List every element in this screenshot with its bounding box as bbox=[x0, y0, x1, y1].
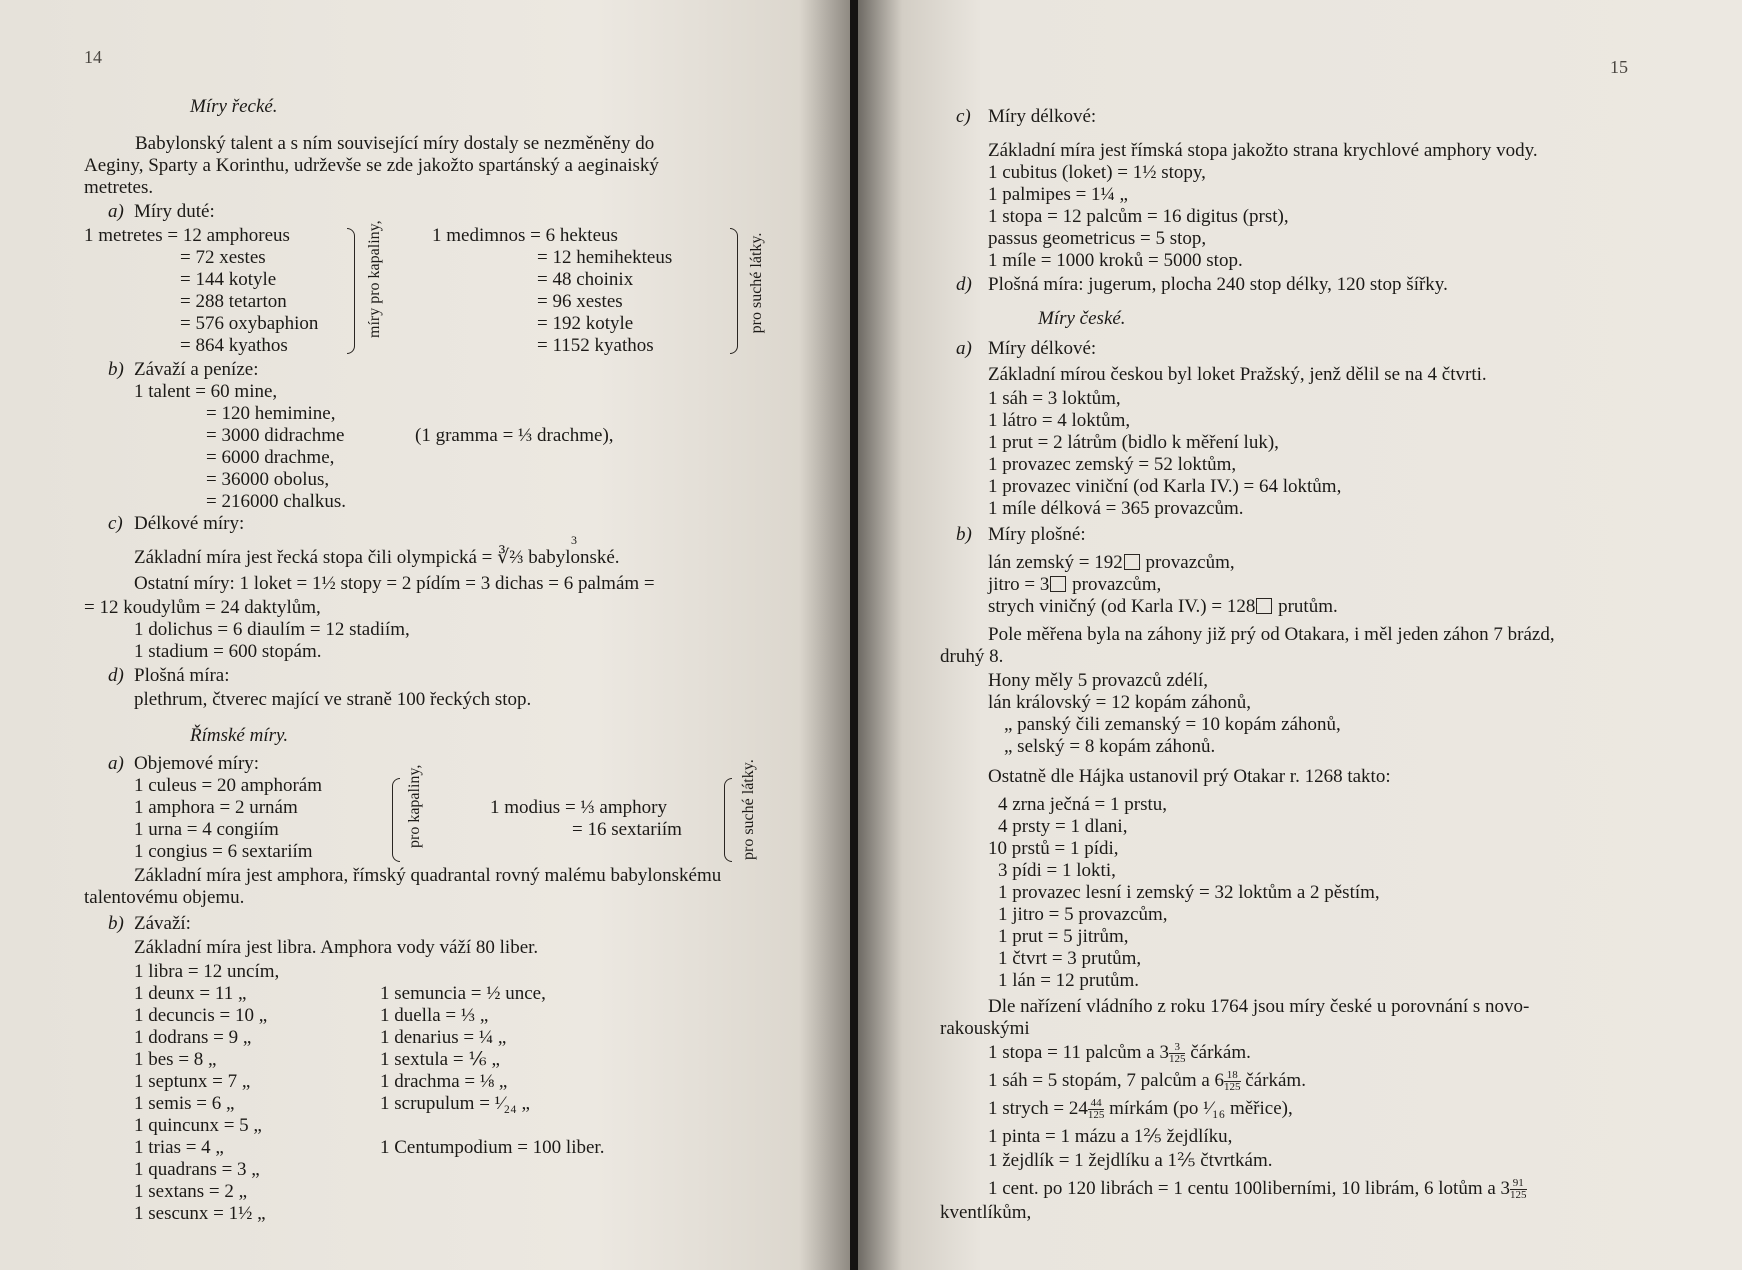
section-heading-greek: Míry řecké. bbox=[190, 96, 278, 117]
subsection-label: Plošná míra: bbox=[134, 665, 230, 686]
section-heading-roman: Římské míry. bbox=[190, 725, 289, 746]
measure-row: 1 dodrans = 9 „ bbox=[134, 1027, 252, 1048]
measure-row: = 192 kotyle bbox=[537, 313, 634, 334]
measure-row: 1 libra = 12 uncím, bbox=[134, 961, 280, 982]
subsection-label: Míry délkové: bbox=[988, 338, 1097, 359]
square-symbol bbox=[1124, 554, 1140, 570]
paragraph-line: Základní mírou českou byl loket Pražský, jenž dělil se na 4 čtvrti. bbox=[988, 364, 1487, 385]
measure-row: = 3000 didrachme bbox=[206, 425, 345, 446]
measure-row: 1 stopa = 12 palcům = 16 digitus (prst), bbox=[988, 206, 1289, 227]
subsection-label: Míry plošné: bbox=[988, 524, 1086, 545]
vertical-label: pro suché látky. bbox=[740, 759, 757, 860]
paragraph-line: metretes. bbox=[84, 177, 154, 198]
brace bbox=[392, 778, 400, 862]
measure-row: 1 látro = 4 loktům, bbox=[988, 410, 1131, 431]
measure-row: 1 čtvrt = 3 prutům, bbox=[998, 948, 1142, 969]
measure-row: 10 prstů = 1 pídi, bbox=[988, 838, 1119, 859]
book-gutter bbox=[850, 0, 858, 1270]
list-letter: a) bbox=[956, 338, 972, 359]
measure-row: 1 cubitus (loket) = 1½ stopy, bbox=[988, 162, 1206, 183]
measure-row: = 576 oxybaphion bbox=[180, 313, 319, 334]
measure-row: 1 jitro = 5 provazcům, bbox=[998, 904, 1168, 925]
measure-row: 1 sáh = 3 loktům, bbox=[988, 388, 1121, 409]
measure-row: = 16 sextariím bbox=[572, 819, 682, 840]
measure-row: 1 pinta = 1 mázu a 1⅖ žejdlíku, bbox=[988, 1126, 1233, 1147]
list-letter: b) bbox=[956, 524, 972, 545]
measure-row: 1 sescunx = 1½ „ bbox=[134, 1203, 266, 1224]
left-page bbox=[0, 0, 850, 1270]
measure-row: = 36000 obolus, bbox=[206, 469, 330, 490]
paragraph-line: Aeginy, Sparty a Korinthu, udrževše se zde jakožto spartánský a aeginaiský bbox=[84, 155, 659, 176]
paragraph-line: druhý 8. bbox=[940, 646, 1004, 667]
paragraph-line: Ostatní míry: 1 loket = 1½ stopy = 2 pídím = 3 dichas = 6 palmám = bbox=[134, 573, 655, 594]
measure-row: = 288 tetarton bbox=[180, 291, 287, 312]
paragraph-line: plethrum, čtverec mající ve straně 100 řeckých stop. bbox=[134, 689, 532, 710]
measure-row: 3 pídi = 1 lokti, bbox=[998, 860, 1116, 881]
list-letter: a) bbox=[108, 753, 124, 774]
root-index: 3 bbox=[571, 533, 577, 547]
paragraph-line: rakouskými bbox=[940, 1018, 1030, 1039]
note: (1 gramma = ⅓ drachme), bbox=[415, 425, 614, 446]
list-letter: d) bbox=[956, 274, 972, 295]
list-letter: b) bbox=[108, 913, 124, 934]
measure-row: 1 prut = 2 látrům (bidlo k měření luk), bbox=[988, 432, 1279, 453]
subsection-label: Objemové míry: bbox=[134, 753, 260, 774]
measure-row: 1 sextans = 2 „ bbox=[134, 1181, 248, 1202]
paragraph-line: kventlíkům, bbox=[940, 1202, 1032, 1223]
measure-row: 1 quincunx = 5 „ bbox=[134, 1115, 262, 1136]
paragraph-line: = 12 koudylům = 24 daktylům, bbox=[84, 597, 321, 618]
measure-row: 1 semuncia = ½ unce, bbox=[380, 983, 546, 1004]
measure-row: 1 prut = 5 jitrům, bbox=[998, 926, 1129, 947]
right-page bbox=[858, 0, 1742, 1270]
section-heading-czech: Míry české. bbox=[1038, 308, 1126, 329]
measure-row: = 48 choinix bbox=[537, 269, 634, 290]
vertical-label: míry pro kapaliny, bbox=[366, 220, 383, 338]
measure-row: 1 stopa = 11 palcům a 3 $\frac{3}{125}$ čárkám. bbox=[988, 1041, 1251, 1066]
fraction: $\frac{91}{125}$ bbox=[1510, 1177, 1527, 1202]
measure-row: strych viničný (od Karla IV.) = 128 prutům. bbox=[988, 596, 1338, 617]
measure-row: 1 medimnos = 6 hekteus bbox=[432, 225, 618, 246]
measure-row: 1 sáh = 5 stopám, 7 palcům a 6 $\frac{18}{125}$ čárkám. bbox=[988, 1069, 1306, 1094]
measure-row: 1 decuncis = 10 „ bbox=[134, 1005, 268, 1026]
page-number: 14 bbox=[84, 47, 102, 67]
list-letter: b) bbox=[108, 359, 124, 380]
measure-row: = 144 kotyle bbox=[180, 269, 277, 290]
paragraph-line: Pole měřena byla na záhony již prý od Otakara, i měl jeden záhon 7 brázd, bbox=[988, 624, 1555, 645]
measure-row: = 6000 drachme, bbox=[206, 447, 335, 468]
measure-row: 1 scrupulum = ¹⁄₂₄ „ bbox=[380, 1093, 530, 1114]
list-letter: c) bbox=[956, 106, 971, 127]
measure-row: 1 amphora = 2 urnám bbox=[134, 797, 298, 818]
paragraph-line: Plošná míra: jugerum, plocha 240 stop délky, 120 stop šířky. bbox=[988, 274, 1448, 295]
paragraph-line: Základní míra jest řecká stopa čili olympická = ∛⅔ babylonské. bbox=[134, 547, 620, 568]
measure-row: 1 míle délková = 365 provazcům. bbox=[988, 498, 1244, 519]
subsection-label: Míry duté: bbox=[134, 201, 215, 222]
measure-row: 4 prsty = 1 dlani, bbox=[998, 816, 1128, 837]
subsection-label: Závaží: bbox=[134, 913, 191, 934]
measure-row: 1 Centumpodium = 100 liber. bbox=[380, 1137, 605, 1158]
measure-row: 1 trias = 4 „ bbox=[134, 1137, 224, 1158]
paragraph-line: 1 stadium = 600 stopám. bbox=[134, 641, 322, 662]
measure-row: 1 strych = 24 $\frac{44}{125}$ mírkám (po ¹⁄₁₆ měřice), bbox=[988, 1097, 1293, 1122]
measure-row: 1 míle = 1000 kroků = 5000 stop. bbox=[988, 250, 1243, 271]
list-letter: a) bbox=[108, 201, 124, 222]
measure-row: = 12 hemihekteus bbox=[537, 247, 673, 268]
measure-row: 1 quadrans = 3 „ bbox=[134, 1159, 260, 1180]
square-symbol bbox=[1256, 598, 1272, 614]
measure-row: 1 culeus = 20 amphorám bbox=[134, 775, 323, 796]
paragraph-line: Babylonský talent a s ním související míry dostaly se nezměněny do bbox=[135, 133, 655, 154]
measure-row: 1 semis = 6 „ bbox=[134, 1093, 235, 1114]
vertical-label: pro kapaliny, bbox=[406, 764, 423, 848]
measure-row: lán zemský = 192 provazcům, bbox=[988, 552, 1235, 573]
brace bbox=[730, 228, 738, 354]
list-letter: c) bbox=[108, 513, 123, 534]
measure-row: = 864 kyathos bbox=[180, 335, 288, 356]
measure-row: 1 provazec viniční (od Karla IV.) = 64 loktům, bbox=[988, 476, 1342, 497]
measure-row: = 96 xestes bbox=[537, 291, 623, 312]
measure-row: 1 modius = ⅓ amphory bbox=[490, 797, 667, 818]
paragraph-line: Dle nařízení vládního z roku 1764 jsou míry české u porovnání s novo- bbox=[988, 996, 1530, 1017]
paragraph-line: Základní míra jest libra. Amphora vody váží 80 liber. bbox=[134, 937, 539, 958]
square-symbol bbox=[1050, 576, 1066, 592]
measure-row: 1 palmipes = 1¼ „ bbox=[988, 184, 1128, 205]
measure-row: 1 lán = 12 prutům. bbox=[998, 970, 1140, 991]
measure-row: 1 provazec zemský = 52 loktům, bbox=[988, 454, 1237, 475]
measure-row: lán královský = 12 kopám záhonů, bbox=[988, 692, 1251, 713]
subsection-label: Délkové míry: bbox=[134, 513, 245, 534]
page-number: 15 bbox=[1610, 57, 1628, 77]
paragraph-line: talentovému objemu. bbox=[84, 887, 245, 908]
subsection-label: Míry délkové: bbox=[988, 106, 1097, 127]
paragraph-line: Ostatně dle Hájka ustanovil prý Otakar r. 1268 takto: bbox=[988, 766, 1391, 787]
measure-row: 1 denarius = ¼ „ bbox=[380, 1027, 507, 1048]
subsection-label: Závaží a peníze: bbox=[134, 359, 259, 380]
measure-row: 1 talent = 60 mine, bbox=[134, 381, 278, 402]
fraction: $\frac{44}{125}$ bbox=[1087, 1097, 1105, 1122]
paragraph-line: Základní míra jest římská stopa jakožto strana krychlové amphory vody. bbox=[988, 140, 1538, 161]
measure-row: = 1152 kyathos bbox=[537, 335, 654, 356]
measure-row: = 72 xestes bbox=[180, 247, 266, 268]
measure-row: = 216000 chalkus. bbox=[206, 491, 347, 512]
measure-row: „ selský = 8 kopám záhonů. bbox=[1004, 736, 1216, 757]
measure-row: = 120 hemimine, bbox=[206, 403, 336, 424]
measure-row: 1 sextula = ⅙ „ bbox=[380, 1049, 500, 1070]
measure-row: „ panský čili zemanský = 10 kopám záhonů, bbox=[1004, 714, 1341, 735]
measure-row: 1 drachma = ⅛ „ bbox=[380, 1071, 508, 1092]
measure-row: 1 septunx = 7 „ bbox=[134, 1071, 251, 1092]
fraction: $\frac{3}{125}$ bbox=[1168, 1041, 1186, 1066]
measure-row: 1 urna = 4 congiím bbox=[134, 819, 279, 840]
measure-row: 1 cent. po 120 librách = 1 centu 100liberními, 10 librám, 6 lotům a 3 $\frac{91}{125}$ bbox=[988, 1177, 1527, 1202]
measure-row: 1 duella = ⅓ „ bbox=[380, 1005, 489, 1026]
paragraph-line: Základní míra jest amphora, římský quadrantal rovný malému babylonskému bbox=[134, 865, 722, 886]
measure-row: passus geometricus = 5 stop, bbox=[988, 228, 1207, 249]
measure-row: 4 zrna ječná = 1 prstu, bbox=[998, 794, 1167, 815]
measure-row: 1 congius = 6 sextariím bbox=[134, 841, 313, 862]
paragraph-line: 1 dolichus = 6 diaulím = 12 stadiím, bbox=[134, 619, 410, 640]
paragraph-line: Hony měly 5 provazců zdélí, bbox=[988, 670, 1209, 691]
measure-row: 1 provazec lesní i zemský = 32 loktům a 2 pěstím, bbox=[998, 882, 1380, 903]
brace bbox=[347, 228, 355, 354]
vertical-label: pro suché látky. bbox=[748, 232, 765, 334]
fraction: $\frac{18}{125}$ bbox=[1224, 1069, 1241, 1094]
list-letter: d) bbox=[108, 665, 124, 686]
measure-row: jitro = 3 provazcům, bbox=[988, 574, 1162, 595]
measure-row: 1 deunx = 11 „ bbox=[134, 983, 247, 1004]
measure-row: 1 žejdlík = 1 žejdlíku a 1⅖ čtvrtkám. bbox=[988, 1150, 1273, 1171]
measure-row: 1 bes = 8 „ bbox=[134, 1049, 217, 1070]
measure-row: 1 metretes = 12 amphoreus bbox=[84, 225, 290, 246]
brace bbox=[724, 778, 732, 862]
